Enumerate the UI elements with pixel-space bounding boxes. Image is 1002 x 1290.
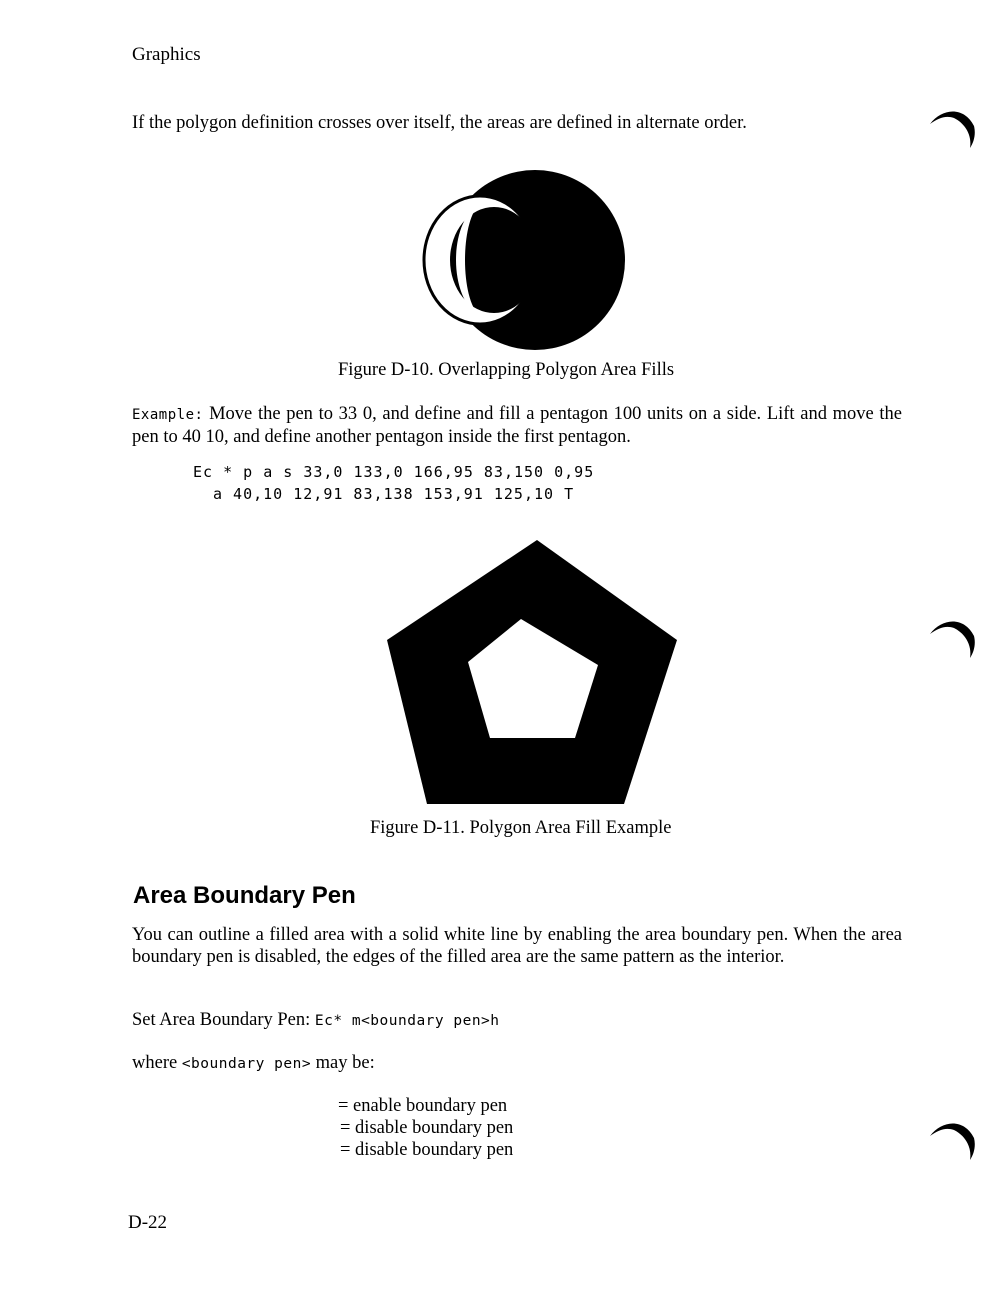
where-line bbox=[132, 1053, 375, 1074]
option-meaning: = enable boundary pen bbox=[338, 1096, 508, 1116]
option-meaning: = disable boundary pen bbox=[340, 1140, 514, 1160]
code-line-1: Ec * p a s 33,0 133,0 166,95 83,150 0,95 bbox=[193, 463, 595, 481]
pentagon-fill-figure bbox=[380, 535, 685, 810]
code-line-2: a 40,10 12,91 83,138 153,91 125,10 T bbox=[213, 485, 575, 503]
section-heading: Area Boundary Pen bbox=[133, 882, 356, 909]
binder-ring-icon bbox=[928, 102, 978, 152]
figure-d11-caption: Figure D-11. Polygon Area Fill Example bbox=[370, 818, 672, 838]
where-code: <boundary pen> bbox=[181, 1056, 312, 1072]
overlapping-fill-figure bbox=[420, 168, 630, 353]
where-suffix: may be: bbox=[311, 1053, 375, 1073]
boundary-paragraph: You can outline a filled area with a solid white line by enabling the area boundary pen. When the area boundary pen is disabled, the edges of the filled area are the same pattern as the interior. bbox=[132, 925, 902, 967]
running-header: Graphics bbox=[132, 44, 201, 65]
set-command-line bbox=[132, 1010, 500, 1031]
example-paragraph bbox=[132, 403, 902, 448]
option-meaning: = disable boundary pen bbox=[340, 1118, 514, 1138]
binder-ring-icon bbox=[928, 612, 978, 662]
option-list bbox=[0, 1096, 1002, 1166]
binder-ring-icon bbox=[928, 1114, 978, 1164]
set-code: Ec* m<boundary pen>h bbox=[314, 1013, 500, 1029]
where-prefix: where bbox=[132, 1053, 182, 1073]
set-label: Set Area Boundary Pen: bbox=[132, 1010, 315, 1030]
page-number: D-22 bbox=[128, 1212, 168, 1233]
example-text: Move the pen to 33 0, and define and fill a pentagon 100 units on a side. Lift and move the pen to 40 10, and define another pentagon inside the first pentagon. bbox=[132, 404, 902, 447]
intro-paragraph: If the polygon definition crosses over itself, the areas are defined in alternate order. bbox=[132, 113, 747, 133]
example-label: Example: bbox=[132, 407, 204, 423]
figure-d10-caption: Figure D-10. Overlapping Polygon Area Fills bbox=[338, 360, 675, 380]
